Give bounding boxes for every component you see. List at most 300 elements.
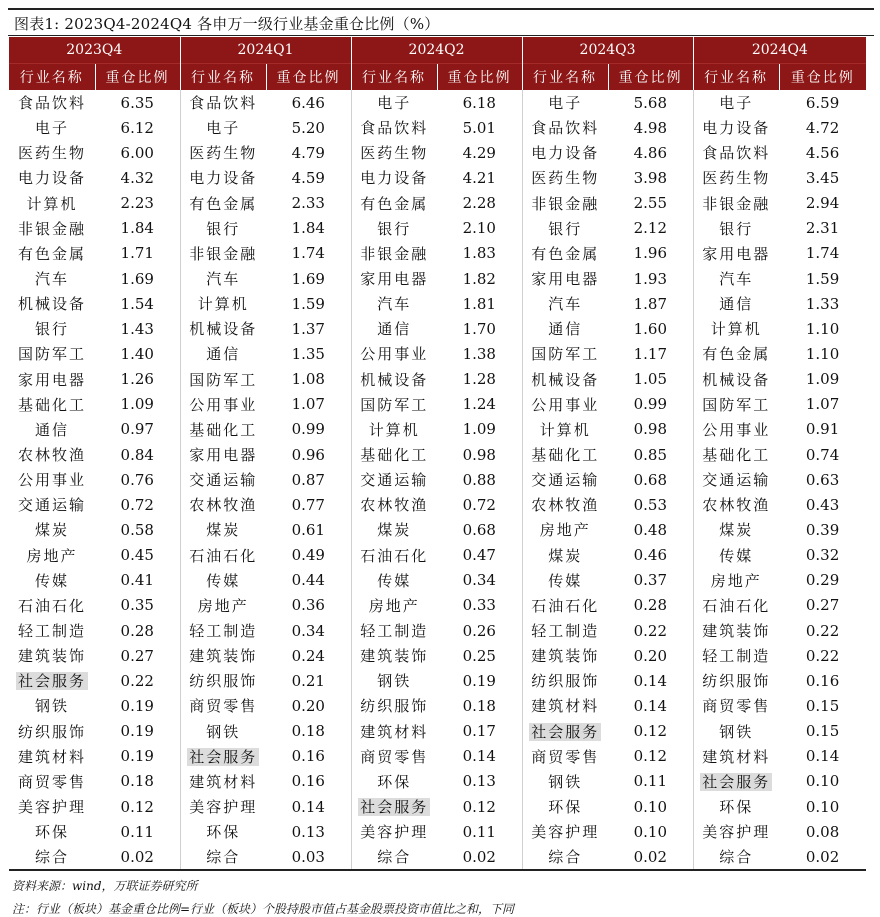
ratio-cell: 0.76 [120, 470, 154, 489]
industry-cell [9, 216, 95, 241]
industry-cell [9, 442, 95, 467]
ratio-cell: 0.29 [805, 571, 840, 590]
ratio-cell: 0.12 [633, 722, 667, 741]
industry-name: 纺织服饰 [702, 672, 771, 691]
ratio-cell: 1.70 [462, 319, 496, 338]
industry-cell [693, 643, 779, 668]
industry-cell [9, 367, 95, 392]
industry-name: 美容护理 [17, 798, 86, 816]
industry-cell [180, 140, 266, 165]
industry-name: 社会服务 [531, 722, 600, 741]
ratio-cell: 0.84 [120, 445, 154, 464]
industry-cell [9, 693, 95, 718]
period-header: 2024Q3 [522, 37, 693, 64]
industry-name: 公用事业 [17, 471, 86, 490]
ratio-cell: 5.20 [291, 118, 325, 137]
industry-cell [180, 643, 266, 668]
industry-name: 石油石化 [702, 596, 771, 615]
industry-cell [180, 191, 266, 216]
industry-name: 机械设备 [702, 370, 771, 389]
ratio-cell: 0.13 [462, 772, 496, 791]
ratio-cell: 1.33 [805, 294, 840, 313]
industry-column-header: 行业名称 [522, 64, 608, 91]
industry-name: 医药生物 [702, 169, 771, 188]
industry-cell [180, 744, 266, 769]
table-row [9, 492, 866, 517]
industry-name: 汽车 [377, 295, 412, 314]
source-note: 资料来源：wind，万联证券研究所 [12, 879, 198, 893]
industry-name: 基础化工 [702, 446, 771, 465]
industry-name: 家用电器 [360, 270, 429, 289]
ratio-cell: 0.58 [120, 520, 154, 539]
industry-cell [180, 216, 266, 241]
ratio-cell: 2.94 [805, 194, 840, 213]
industry-name: 纺织服饰 [360, 697, 429, 716]
ratio-cell: 0.22 [120, 671, 154, 690]
industry-cell [522, 517, 608, 542]
industry-name: 基础化工 [531, 446, 600, 465]
industry-name: 社会服务 [360, 798, 429, 816]
industry-name: 电子 [34, 119, 69, 138]
ratio-column-header: 重仓比例 [266, 64, 351, 91]
industry-cell [351, 819, 437, 844]
industry-cell [351, 165, 437, 190]
industry-cell [522, 668, 608, 693]
ratio-cell: 0.02 [437, 844, 522, 870]
industry-cell [693, 140, 779, 165]
industry-cell [693, 367, 779, 392]
industry-name: 农林牧渔 [531, 496, 600, 515]
industry-cell [522, 492, 608, 517]
ratio-cell: 6.00 [120, 143, 154, 162]
industry-cell [9, 241, 95, 266]
table-row [9, 392, 866, 417]
industry-name: 环保 [206, 823, 241, 842]
table-row [9, 90, 866, 115]
industry-cell [9, 140, 95, 165]
industry-name: 煤炭 [34, 521, 69, 540]
ratio-cell: 0.53 [633, 495, 667, 514]
industry-cell [180, 668, 266, 693]
industry-cell [522, 794, 608, 819]
ratio-cell: 0.98 [633, 420, 667, 439]
industry-cell [693, 794, 779, 819]
industry-cell [693, 543, 779, 568]
industry-cell [693, 341, 779, 366]
industry-name: 银行 [719, 219, 754, 238]
ratio-cell: 1.24 [462, 395, 496, 414]
ratio-cell: 1.40 [120, 344, 154, 363]
industry-cell [522, 216, 608, 241]
ratio-cell: 0.13 [291, 822, 325, 841]
industry-name: 非银金融 [702, 194, 771, 213]
industry-name: 农林牧渔 [360, 496, 429, 515]
industry-name: 煤炭 [377, 521, 412, 540]
industry-name: 汽车 [548, 295, 583, 314]
industry-cell [9, 719, 95, 744]
ratio-cell: 1.59 [291, 294, 325, 313]
ratio-cell: 0.48 [633, 520, 667, 539]
ratio-cell: 6.35 [120, 93, 154, 112]
industry-column-header: 行业名称 [351, 64, 437, 91]
ratio-cell: 4.32 [120, 168, 154, 187]
ratio-cell: 0.02 [608, 844, 693, 870]
industry-name: 汽车 [34, 270, 69, 289]
industry-cell [693, 517, 779, 542]
industry-name: 石油石化 [17, 596, 86, 615]
ratio-cell: 0.18 [462, 696, 496, 715]
ratio-cell: 1.81 [462, 294, 496, 313]
industry-name: 食品饮料 [360, 119, 429, 138]
industry-cell [522, 819, 608, 844]
industry-cell [693, 392, 779, 417]
industry-name: 石油石化 [189, 546, 258, 565]
industry-name: 石油石化 [531, 596, 600, 615]
industry-name: 国防军工 [531, 345, 600, 364]
industry-cell [180, 844, 266, 870]
ratio-cell: 2.12 [633, 219, 667, 238]
industry-cell [522, 719, 608, 744]
industry-name: 公用事业 [531, 395, 600, 414]
industry-cell [522, 744, 608, 769]
industry-name: 电力设备 [360, 169, 429, 188]
industry-cell [9, 568, 95, 593]
ratio-cell: 0.34 [462, 571, 496, 590]
industry-name: 家用电器 [702, 244, 771, 263]
industry-cell [693, 719, 779, 744]
industry-cell [351, 643, 437, 668]
industry-cell [522, 392, 608, 417]
industry-cell [351, 417, 437, 442]
industry-name: 医药生物 [360, 144, 429, 163]
industry-name: 轻工制造 [702, 647, 771, 666]
industry-name: 商贸零售 [360, 747, 429, 766]
industry-cell [180, 693, 266, 718]
ratio-cell: 0.15 [805, 722, 840, 741]
industry-cell [180, 392, 266, 417]
industry-cell [9, 819, 95, 844]
industry-cell [522, 115, 608, 140]
industry-cell [351, 216, 437, 241]
ratio-cell: 0.10 [633, 822, 667, 841]
industry-name: 计算机 [539, 420, 591, 439]
industry-name: 钢铁 [377, 672, 412, 691]
industry-name: 传媒 [719, 546, 754, 565]
ratio-cell: 4.21 [462, 168, 496, 187]
industry-name: 轻工制造 [17, 622, 86, 641]
ratio-cell: 0.10 [805, 772, 840, 791]
ratio-cell: 2.31 [805, 219, 840, 238]
industry-cell [180, 291, 266, 316]
ratio-cell: 0.72 [120, 495, 154, 514]
industry-cell [9, 266, 95, 291]
footnote: 注：行业（板块）基金重仓比例=行业（板块）个股持股市值占基金股票投资市值比之和，下同 [12, 902, 515, 916]
ratio-cell: 0.19 [120, 747, 154, 766]
table-row [9, 693, 866, 718]
industry-name: 建筑材料 [360, 722, 429, 741]
industry-name: 机械设备 [360, 370, 429, 389]
ratio-cell: 1.82 [462, 269, 496, 288]
industry-cell [180, 467, 266, 492]
ratio-cell: 1.60 [633, 319, 667, 338]
industry-column-header: 行业名称 [693, 64, 779, 91]
industry-name: 医药生物 [531, 169, 600, 188]
industry-name: 综合 [548, 848, 583, 867]
industry-name: 纺织服饰 [189, 672, 258, 691]
industry-cell [522, 593, 608, 618]
industry-name: 轻工制造 [531, 622, 600, 641]
industry-name: 房地产 [368, 596, 420, 615]
ratio-cell: 1.69 [120, 269, 154, 288]
industry-name: 家用电器 [189, 446, 258, 465]
ratio-cell: 0.16 [291, 747, 325, 766]
industry-cell [693, 668, 779, 693]
ratio-cell: 1.59 [805, 269, 840, 288]
industry-name: 美容护理 [360, 823, 429, 842]
industry-name: 国防军工 [189, 370, 258, 389]
ratio-cell: 0.46 [633, 546, 667, 565]
ratio-cell: 0.14 [633, 671, 667, 690]
table-row [9, 769, 866, 794]
ratio-cell: 0.98 [462, 445, 496, 464]
industry-name: 农林牧渔 [702, 496, 771, 515]
ratio-cell: 0.12 [633, 747, 667, 766]
ratio-cell: 1.54 [120, 294, 154, 313]
industry-cell [351, 668, 437, 693]
industry-cell [693, 467, 779, 492]
industry-cell [693, 191, 779, 216]
table-row [9, 442, 866, 467]
industry-name: 社会服务 [17, 672, 86, 691]
industry-cell [351, 769, 437, 794]
ratio-cell: 1.26 [120, 370, 154, 389]
industry-name: 医药生物 [189, 144, 258, 163]
table-row [9, 517, 866, 542]
ratio-cell: 0.47 [462, 546, 496, 565]
industry-name: 家用电器 [17, 370, 86, 389]
industry-name: 电子 [377, 94, 412, 113]
industry-cell [522, 618, 608, 643]
ratio-cell: 0.14 [805, 747, 840, 766]
industry-name: 公用事业 [189, 395, 258, 414]
industry-name: 农林牧渔 [17, 446, 86, 465]
table-row [9, 618, 866, 643]
ratio-cell: 0.15 [805, 696, 840, 715]
ratio-cell: 1.74 [805, 244, 840, 263]
table-row [9, 643, 866, 668]
industry-cell [9, 543, 95, 568]
ratio-cell: 1.10 [805, 319, 840, 338]
industry-cell [9, 668, 95, 693]
industry-name: 基础化工 [360, 446, 429, 465]
ratio-cell: 0.21 [291, 671, 325, 690]
ratio-cell: 1.87 [633, 294, 667, 313]
ratio-cell: 0.41 [120, 571, 154, 590]
industry-cell [522, 90, 608, 115]
industry-name: 基础化工 [189, 420, 258, 439]
industry-cell [522, 844, 608, 870]
ratio-cell: 1.84 [291, 219, 325, 238]
ratio-cell: 0.19 [462, 671, 496, 690]
industry-cell [9, 341, 95, 366]
industry-name: 传媒 [206, 571, 241, 590]
ratio-cell: 0.18 [291, 722, 325, 741]
ratio-cell: 6.46 [291, 93, 325, 112]
ratio-cell: 0.18 [120, 772, 154, 791]
ratio-cell: 0.11 [462, 822, 496, 841]
table-row [9, 140, 866, 165]
industry-name: 医药生物 [17, 144, 86, 163]
table-row [9, 367, 866, 392]
industry-cell [180, 165, 266, 190]
industry-cell [9, 392, 95, 417]
industry-name: 房地产 [710, 571, 762, 590]
table-row [9, 417, 866, 442]
industry-cell [180, 794, 266, 819]
ratio-cell: 6.18 [462, 93, 496, 112]
ratio-cell: 0.11 [633, 772, 667, 791]
ratio-cell: 5.01 [462, 118, 496, 137]
industry-name: 交通运输 [702, 471, 771, 490]
industry-name: 传媒 [548, 571, 583, 590]
industry-cell [351, 618, 437, 643]
figure-title: 图表1: 2023Q4-2024Q4 各申万一级行业基金重仓比例（%） [14, 15, 440, 33]
ratio-column-header: 重仓比例 [779, 64, 866, 91]
industry-cell [9, 492, 95, 517]
period-header: 2024Q1 [180, 37, 351, 64]
industry-name: 钢铁 [719, 722, 754, 741]
industry-name: 食品饮料 [531, 119, 600, 138]
industry-cell [522, 341, 608, 366]
ratio-cell: 0.17 [462, 722, 496, 741]
industry-cell [180, 568, 266, 593]
industry-name: 环保 [719, 798, 754, 816]
table-row [9, 241, 866, 266]
industry-cell [351, 442, 437, 467]
ratio-column-header: 重仓比例 [437, 64, 522, 91]
industry-name: 计算机 [26, 194, 78, 213]
period-header: 2023Q4 [9, 37, 180, 64]
industry-cell [522, 140, 608, 165]
industry-name: 银行 [206, 219, 241, 238]
industry-cell [180, 341, 266, 366]
industry-cell [180, 266, 266, 291]
industry-name: 商贸零售 [531, 747, 600, 766]
industry-name: 电子 [548, 94, 583, 113]
table-row [9, 191, 866, 216]
industry-cell [693, 618, 779, 643]
industry-cell [9, 165, 95, 190]
ratio-cell: 1.28 [462, 370, 496, 389]
ratio-cell: 0.91 [805, 420, 840, 439]
industry-name: 房地产 [197, 596, 249, 615]
ratio-cell: 0.36 [291, 596, 325, 615]
industry-name: 国防军工 [360, 395, 429, 414]
industry-cell [180, 442, 266, 467]
industry-cell [693, 417, 779, 442]
industry-column-header: 行业名称 [180, 64, 266, 91]
industry-name: 非银金融 [531, 194, 600, 213]
ratio-cell: 4.72 [805, 118, 840, 137]
ratio-cell: 1.71 [120, 244, 154, 263]
industry-name: 非银金融 [189, 244, 258, 263]
industry-name: 煤炭 [548, 546, 583, 565]
industry-cell [180, 719, 266, 744]
ratio-cell: 0.22 [633, 621, 667, 640]
ratio-cell: 1.35 [291, 344, 325, 363]
industry-name: 电力设备 [17, 169, 86, 188]
industry-cell [351, 90, 437, 115]
fund-holdings-table [9, 37, 866, 871]
industry-name: 商贸零售 [17, 772, 86, 791]
industry-name: 汽车 [719, 270, 754, 289]
industry-name: 钢铁 [206, 722, 241, 741]
ratio-cell: 0.02 [95, 844, 180, 870]
ratio-cell: 1.09 [462, 420, 496, 439]
column-label-row [9, 64, 866, 91]
industry-cell [351, 517, 437, 542]
industry-name: 综合 [206, 848, 241, 867]
ratio-cell: 1.10 [805, 344, 840, 363]
industry-name: 美容护理 [531, 823, 600, 842]
industry-cell [9, 844, 95, 870]
industry-cell [522, 165, 608, 190]
ratio-cell: 0.32 [805, 546, 840, 565]
ratio-cell: 0.28 [120, 621, 154, 640]
industry-cell [180, 417, 266, 442]
industry-name: 纺织服饰 [17, 722, 86, 741]
industry-name: 通信 [34, 420, 69, 439]
ratio-cell: 1.37 [291, 319, 325, 338]
industry-cell [9, 467, 95, 492]
industry-cell [351, 844, 437, 870]
ratio-cell: 3.98 [633, 168, 667, 187]
ratio-cell: 2.28 [462, 194, 496, 213]
industry-name: 家用电器 [531, 270, 600, 289]
industry-cell [693, 291, 779, 316]
industry-name: 商贸零售 [702, 697, 771, 716]
industry-cell [180, 618, 266, 643]
industry-cell [9, 769, 95, 794]
table-row [9, 568, 866, 593]
ratio-cell: 2.55 [633, 194, 667, 213]
ratio-cell: 0.27 [120, 646, 154, 665]
industry-name: 有色金属 [531, 244, 600, 263]
table-row [9, 467, 866, 492]
industry-cell [180, 819, 266, 844]
industry-name: 传媒 [34, 571, 69, 590]
ratio-cell: 4.56 [805, 143, 840, 162]
table-row [9, 593, 866, 618]
ratio-cell: 0.12 [120, 797, 154, 816]
industry-name: 传媒 [377, 571, 412, 590]
industry-cell [180, 593, 266, 618]
industry-name: 计算机 [197, 295, 249, 314]
industry-name: 通信 [377, 320, 412, 339]
industry-name: 环保 [548, 798, 583, 816]
table-row [9, 819, 866, 844]
industry-name: 有色金属 [702, 345, 771, 364]
industry-name: 机械设备 [189, 320, 258, 339]
industry-name: 轻工制造 [189, 622, 258, 641]
period-header: 2024Q2 [351, 37, 522, 64]
industry-cell [522, 316, 608, 341]
ratio-cell: 0.16 [291, 772, 325, 791]
industry-cell [351, 593, 437, 618]
industry-cell [9, 191, 95, 216]
table-row [9, 316, 866, 341]
ratio-cell: 1.07 [805, 395, 840, 414]
